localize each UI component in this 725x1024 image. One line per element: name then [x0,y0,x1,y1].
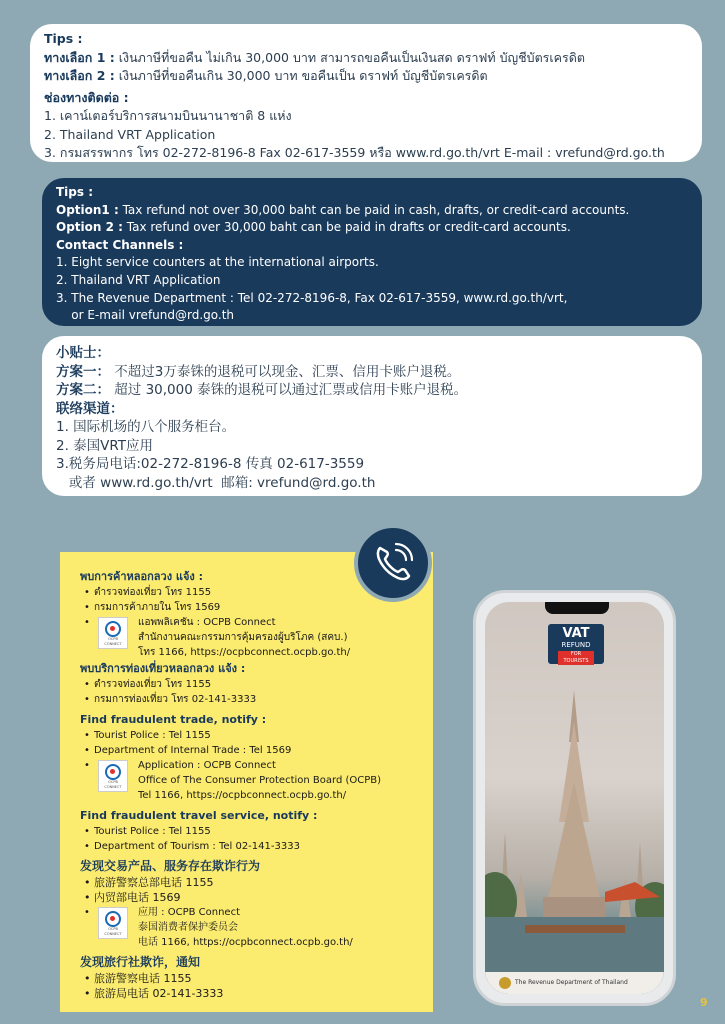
list-item: • 旅游警察电话 1155 [84,972,192,985]
phone-handset-icon [370,540,416,586]
en-option-2: Option 2 : Tax refund over 30,000 baht can be paid in drafts or credit-card accounts. [56,220,571,235]
en-travel-title: Find fraudulent travel service, notify : [80,809,318,822]
en-contact-1: 1. Eight service counters at the international airports. [56,255,379,270]
zh-trade-title: 发现交易产品、服务存在欺诈行为 [80,859,261,873]
en-ocpb-app: • OCPB CONNECT Application : OCPB Connect Office of The Consumer Protection Board (OCPB) Tel 1166, https://ocpbconnect.ocpb.go.th/ [84,760,382,801]
zh-contact-3: 3.税务局电话:02-272-8196-8 传真 02-617-3559 [56,456,365,472]
list-item: • Tourist Police : Tel 1155 [84,730,211,741]
phone-screen [485,602,664,994]
page-number: 9 [700,996,708,1009]
ocpb-logo-icon: OCPB CONNECT [98,907,128,939]
thai-contact-1: 1. เคาน์เตอร์บริการสนามบินนานาชาติ 8 แห่ง [44,108,292,123]
phone-icon [354,524,432,602]
thai-tips-label: Tips : [44,31,83,46]
list-item: • 旅游警察总部电话 1155 [84,876,214,889]
english-tips-card [42,178,702,326]
phone-notch [545,602,609,614]
list-item: • กรมการท่องเที่ยว โทร 02-141-3333 [84,694,257,705]
en-tips-label: Tips : [56,185,94,199]
thai-option-1: ทางเลือก 1 : เงินภาษีที่ขอคืน ไม่เกิน 30,000 บาท สามารถขอคืนเป็นเงินสด ดราฟท์ บัญชีบัตรเครดิต [44,49,585,65]
list-item: • ตำรวจท่องเที่ยว โทร 1155 [84,587,212,598]
en-contact-2: 2. Thailand VRT Application [56,272,221,287]
ocpb-logo-icon: OCPB CONNECT [98,617,128,649]
thai-contact-label: ช่องทางติดต่อ : [44,89,129,105]
en-option-1: Option1 : Tax refund not over 30,000 baht can be paid in cash, drafts, or credit-card accounts. [56,202,630,217]
en-contact-3: 3. The Revenue Department : Tel 02-272-8196-8, Fax 02-617-3559, www.rd.go.th/vrt, [56,290,568,305]
thai-contact-2: 2. Thailand VRT Application [44,126,216,142]
list-item: • Department of Internal Trade : Tel 1569 [84,745,292,756]
en-trade-title: Find fraudulent trade, notify : [80,713,267,726]
list-item: • กรมการค้าภายใน โทร 1569 [84,602,221,613]
zh-contact-2: 2. 泰国VRT应用 [56,437,154,454]
thai-travel-title: พบบริการท่องเที่ยวหลอกลวง แจ้ง : [80,662,246,675]
zh-option-2: 方案二： 超过 30,000 泰铢的退税可以通过汇票或信用卡账户退税。 [56,382,468,398]
smartphone-mockup [473,590,676,1006]
zh-contact-1: 1. 国际机场的八个服务柜台。 [56,419,236,435]
zh-ocpb-app: • OCPB CONNECT 应用 : OCPB Connect 泰国消费者保护委员会 电话 1166, https://ocpbconnect.ocpb.go.th/ [84,907,353,948]
list-item: • 旅游局电话 02-141-3333 [84,987,224,1000]
list-item: • Tourist Police : Tel 1155 [84,826,211,837]
thai-ocpb-app: • OCPB CONNECT แอพพลิเคชัน : OCPB Connect สำนักงานคณะกรรมการคุ้มครองผู้บริโภค (สคบ.) โทร 1166, https://ocpbconnect.ocpb.go.th/ [84,617,351,658]
vat-refund-logo: VAT REFUND FOR TOURISTS [548,624,604,664]
thai-contact-3: 3. กรมสรรพากร โทร 02-272-8196-8 Fax 02-617-3559 หรือ www.rd.go.th/vrt E-mail : vrefund@rd.go.th [44,145,665,160]
list-item: • 内贸部电话 1569 [84,891,181,904]
zh-tips-label: 小贴士： [56,345,110,361]
screen-footer: The Revenue Department of Thailand [485,972,664,994]
zh-contact-3-cont: 或者 www.rd.go.th/vrt 邮箱: vrefund@rd.go.th [56,474,376,491]
list-item: • Department of Tourism : Tel 02-141-3333 [84,841,300,852]
thai-trade-title: พบการค้าหลอกลวง แจ้ง : [80,570,204,583]
ocpb-logo-icon: OCPB CONNECT [98,760,128,792]
revenue-seal-icon [499,977,511,989]
fraud-report-panel [60,552,433,1012]
zh-contact-label: 联络渠道： [56,400,124,417]
temple-image [485,682,664,982]
list-item: • ตำรวจท่องเที่ยว โทร 1155 [84,679,212,690]
thai-tips-card [30,24,702,162]
chinese-tips-card [42,336,702,496]
zh-travel-title: 发现旅行社欺诈，通知 [80,955,201,969]
zh-option-1: 方案一： 不超过3万泰铢的退税可以现金、汇票、信用卡账户退税。 [56,363,461,380]
en-contact-label: Contact Channels : [56,237,184,252]
en-contact-3-cont: or E-mail vrefund@rd.go.th [56,308,235,323]
thai-option-2: ทางเลือก 2 : เงินภาษีที่ขอคืนเกิน 30,000 บาท ขอคืนเป็น ดราฟท์ บัญชีบัตรเครดิต [44,68,488,83]
